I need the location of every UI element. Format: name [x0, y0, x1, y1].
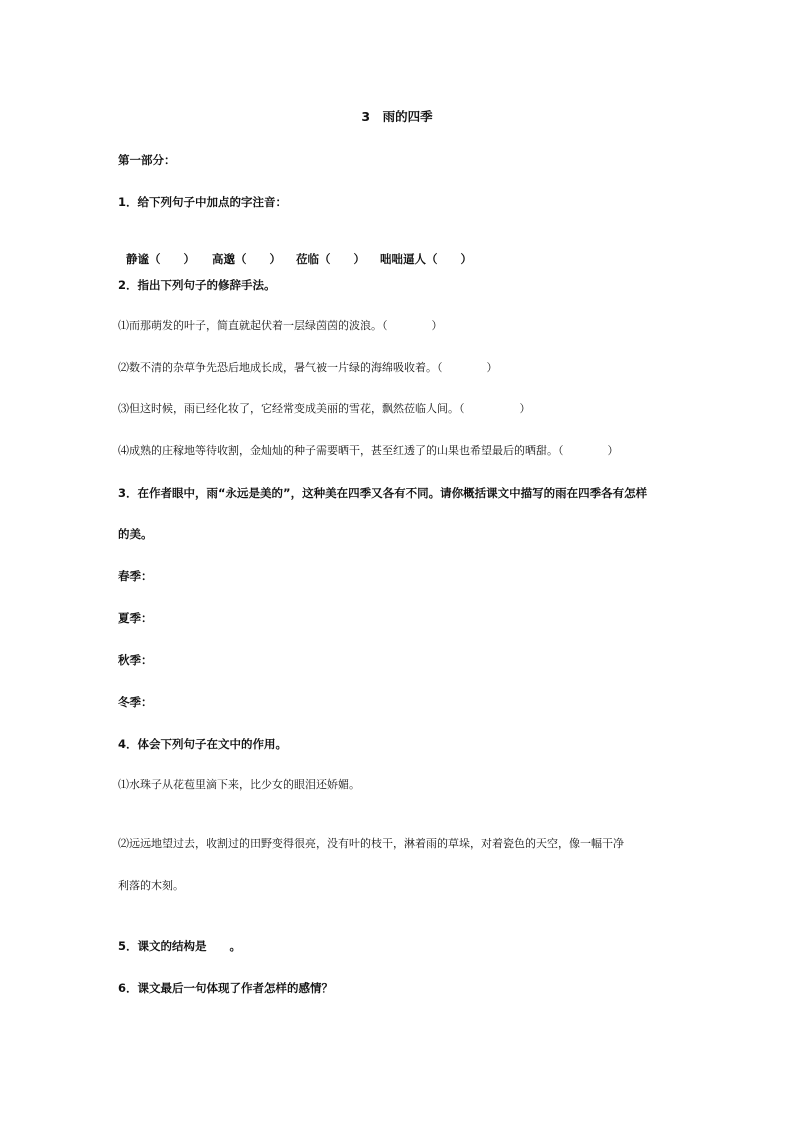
part-heading: 第一部分： [118, 153, 176, 167]
question-4-item-1: ⑴水珠子从花苞里滴下来，比少女的眼泪还娇媚。 [118, 778, 360, 791]
question-2-item: ⑷成熟的庄稼地等待收割，金灿灿的种子需要晒干，甚至红透了的山果也希望最后的晒甜。（ ） [118, 444, 619, 457]
question-1-items [118, 235, 472, 267]
page-title: 3 雨的四季 [361, 109, 433, 124]
pinyin-item: 高邈（ ） [212, 252, 282, 266]
question-2-item: ⑴而那萌发的叶子，简直就起伏着一层绿茵茵的波浪。（ ） [118, 319, 443, 332]
season-autumn: 秋季： [118, 653, 153, 667]
question-2-prompt: 2．指出下列句子的修辞手法。 [118, 278, 276, 292]
question-3-prompt-cont: 的美。 [118, 527, 153, 541]
question-4-item-2: ⑵远远地望过去，收割过的田野变得很亮，没有叶的枝干，淋着雨的草垛，对着瓷色的天空，像一幅干净 [118, 837, 624, 850]
question-6-prompt: 6．课文最后一句体现了作者怎样的感情？ [118, 981, 333, 995]
pinyin-item: 静谧（ ） [126, 252, 196, 266]
season-winter: 冬季： [118, 695, 153, 709]
question-2-item: ⑵数不清的杂草争先恐后地成长成，暑气被一片绿的海绵吸收着。（ ） [118, 361, 498, 374]
pinyin-item: 莅临（ ） [296, 252, 366, 266]
season-spring: 春季： [118, 569, 153, 583]
question-4-item-2-cont: 利落的木刻。 [118, 879, 184, 892]
question-3-prompt: 3．在作者眼中，雨“永远是美的”，这种美在四季又各有不同。请你概括课文中描写的雨在四季各有怎样 [118, 486, 648, 500]
season-summer: 夏季： [118, 611, 153, 625]
pinyin-item: 咄咄逼人（ ） [380, 252, 473, 266]
question-1-prompt: 1．给下列句子中加点的字注音： [118, 195, 287, 209]
question-4-prompt: 4．体会下列句子在文中的作用。 [118, 737, 287, 751]
question-5-prompt: 5．课文的结构是 。 [118, 939, 242, 953]
question-2-item: ⑶但这时候，雨已经化妆了，它经常变成美丽的雪花，飘然莅临人间。（ ） [118, 402, 531, 415]
